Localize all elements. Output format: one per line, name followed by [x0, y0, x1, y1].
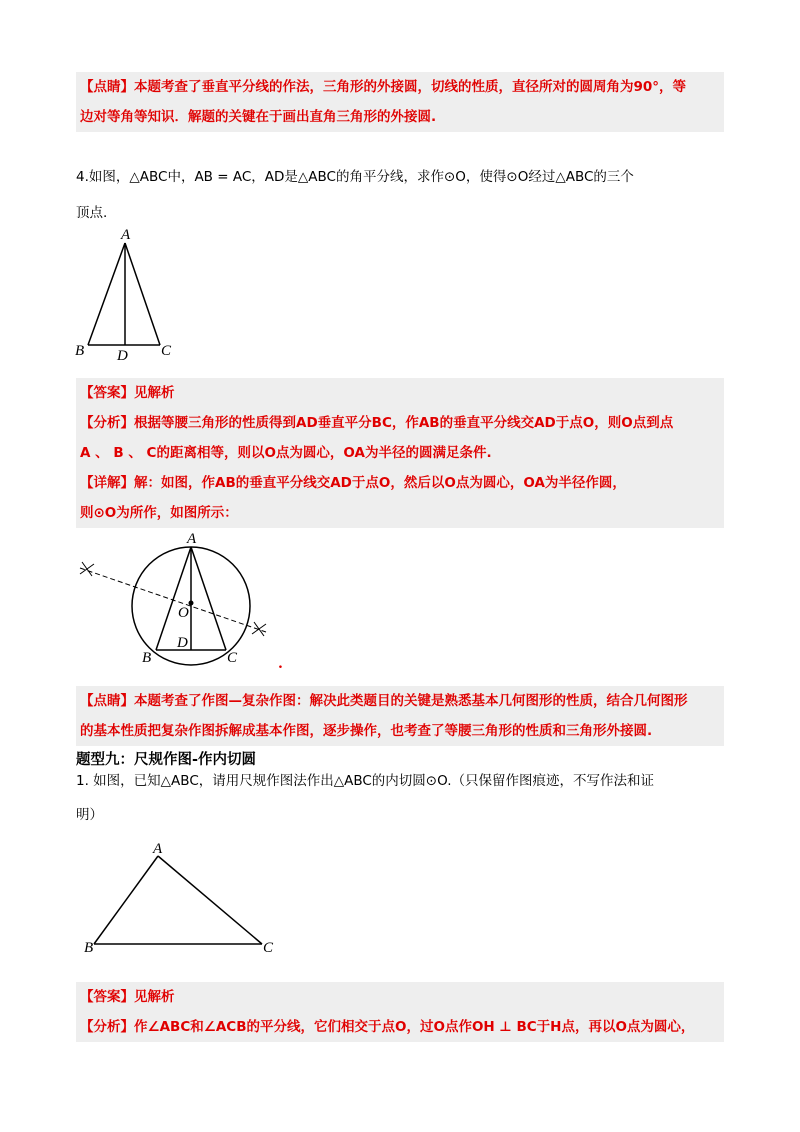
- problem-line: 顶点.: [76, 205, 108, 221]
- remark-box-2: [76, 686, 724, 746]
- problem-9-1-text: [76, 766, 724, 830]
- label-b: B: [75, 343, 85, 359]
- label-a: A: [187, 531, 197, 547]
- label-d: D: [177, 635, 188, 651]
- problem-line: 明）: [76, 807, 103, 823]
- label-a: A: [121, 227, 131, 243]
- detail-line: 则⊙O为所作，如图所示：: [80, 505, 238, 521]
- figure-triangle-abc-2: [80, 836, 280, 958]
- label-c: C: [227, 650, 238, 666]
- analysis-line: 【分析】根据等腰三角形的性质得到AD垂直平分BC，作AB的垂直平分线交AD于点O，则O点到点: [80, 415, 674, 431]
- remark-line: 【点睛】本题考查了作图—复杂作图：解决此类题目的关键是熟悉基本几何图形的性质，结合几何图形: [80, 693, 688, 709]
- label-c: C: [263, 940, 274, 956]
- answer-box-4: [76, 378, 724, 528]
- figure-circumcircle: [76, 530, 270, 667]
- analysis-line: 【分析】作∠ABC和∠ACB的平分线，它们相交于点O，过O点作OH ⊥ BC于H点，再以O点为圆心，: [80, 1019, 695, 1035]
- remark-line: 的基本性质把复杂作图拆解成基本作图，逐步操作，也考查了等腰三角形的性质和三角形外接圆.: [80, 723, 653, 739]
- label-d: D: [117, 348, 128, 364]
- problem-4-text: [76, 162, 724, 228]
- problem-line: 4.如图，△ABC中，AB = AC，AD是△ABC的角平分线，求作⊙O，使得⊙O经过△ABC的三个: [76, 169, 634, 185]
- label-o: O: [178, 605, 189, 621]
- remark-box-1: [76, 72, 724, 132]
- label-a: A: [153, 841, 163, 857]
- label-c: C: [161, 343, 172, 359]
- remark-line: 【点睛】本题考查了垂直平分线的作法，三角形的外接圆，切线的性质，直径所对的圆周角为90°，等: [80, 79, 687, 95]
- analysis-line: A 、 B 、 C的距离相等，则以O点为圆心，OA为半径的圆满足条件.: [80, 445, 492, 461]
- problem-line: 1. 如图，已知△ABC，请用尺规作图法作出△ABC的内切圆⊙O.（只保留作图痕迹，不写作法和证: [76, 773, 654, 789]
- answer-box-9-1: [76, 982, 724, 1042]
- detail-line: 【详解】解：如图，作AB的垂直平分线交AD于点O，然后以O点为圆心，OA为半径作圆，: [80, 475, 626, 491]
- remark-line: 边对等角等知识．解题的关键在于画出直角三角形的外接圆.: [80, 109, 437, 125]
- figure-triangle-abc: [70, 225, 180, 365]
- figure-period: .: [278, 656, 283, 672]
- answer-line: 【答案】见解析: [80, 989, 175, 1005]
- section-title: 题型九：尺规作图-作内切圆: [76, 752, 257, 768]
- label-b: B: [84, 940, 94, 956]
- label-b: B: [142, 650, 152, 666]
- answer-line: 【答案】见解析: [80, 385, 175, 401]
